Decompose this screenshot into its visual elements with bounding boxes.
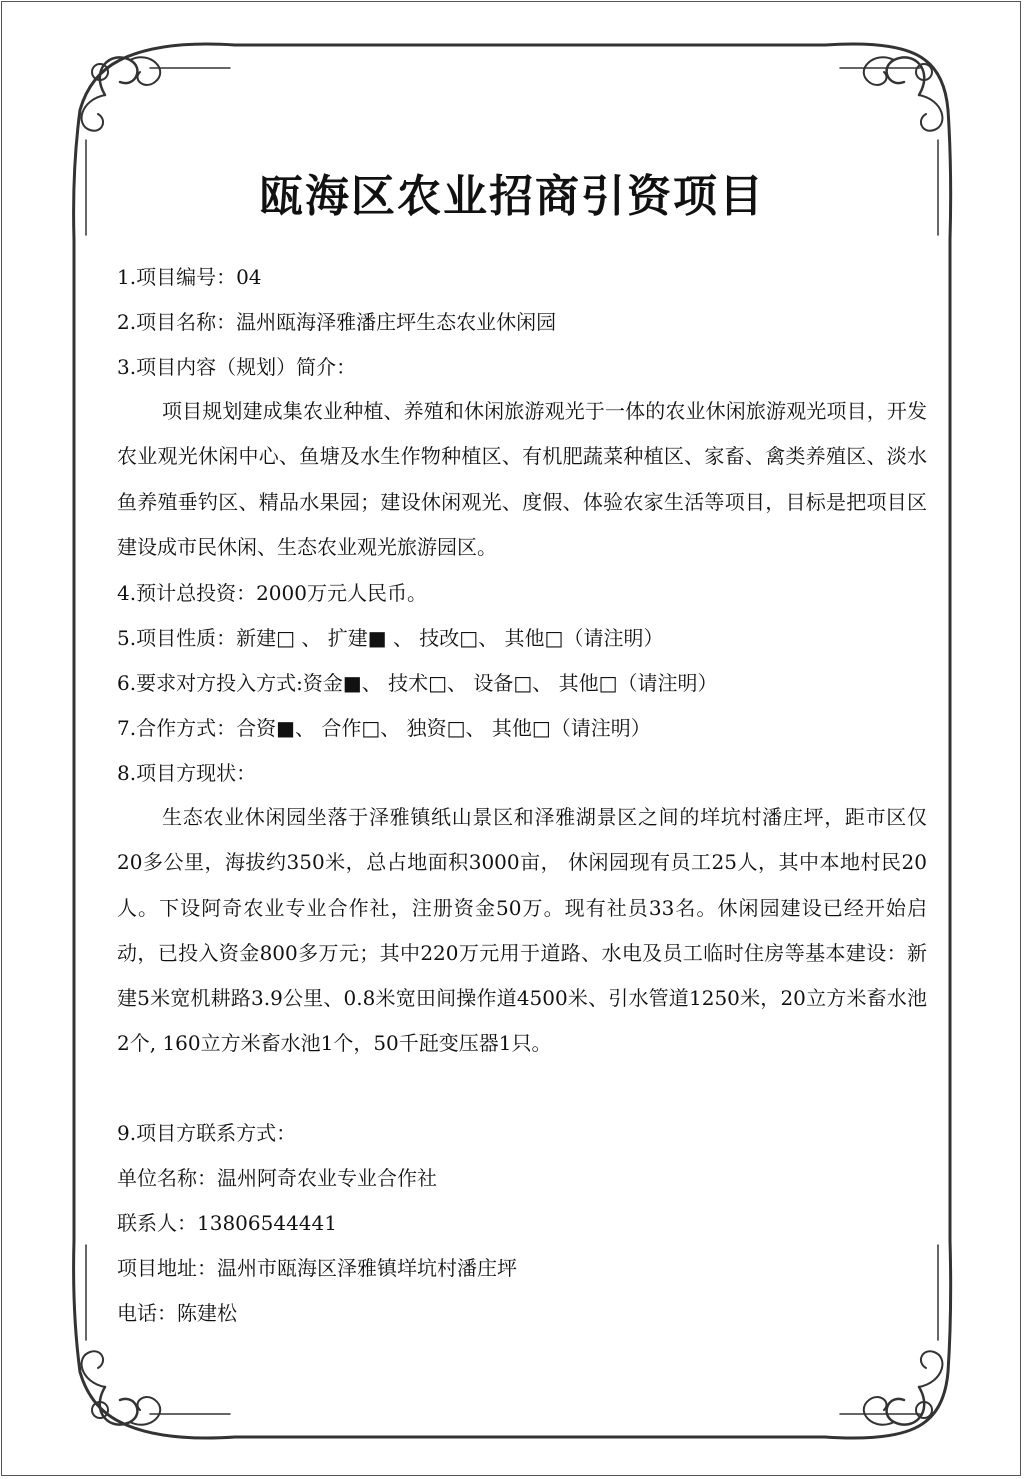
item-contact-heading: 9.项目方联系方式：	[117, 1121, 297, 1145]
item-unit-name: 单位名称：温州阿奇农业专业合作社	[117, 1166, 437, 1190]
item-project-number: 1.项目编号：04	[117, 265, 262, 289]
item-project-nature: 5.项目性质：新建□ 、 扩建■ 、 技改□、 其他□（请注明）	[117, 626, 664, 650]
item-input-mode: 6.要求对方投入方式:资金■、 技术□、 设备□、 其他□（请注明）	[117, 671, 718, 695]
item-content-body: 项目规划建成集农业种植、养殖和休闲旅游观光于一体的农业休闲旅游观光项目，开发农业观光休闲中心、鱼塘及水生作物种植区、有机肥蔬菜种植区、家畜、禽类养殖区、淡水鱼养殖垂钓区、精品水果园；建设休闲观光、度假、体验农家生活等项目，目标是把项目区建设成市民休闲、生态农业观光旅游园区。	[117, 399, 927, 559]
item-cooperation-mode: 7.合作方式：合资■、 合作□、 独资□、 其他□（请注明）	[117, 716, 651, 740]
item-contact-person: 联系人：13806544441	[117, 1211, 337, 1235]
item-status-heading: 8.项目方现状：	[117, 761, 257, 785]
item-phone: 电话：陈建松	[117, 1301, 237, 1325]
document-title: 瓯海区农业招商引资项目	[259, 171, 765, 222]
item-project-name: 2.项目名称：温州瓯海泽雅潘庄坪生态农业休闲园	[117, 310, 557, 334]
item-investment: 4.预计总投资：2000万元人民币。	[117, 581, 427, 605]
item-content-heading: 3.项目内容（规划）简介：	[117, 355, 357, 379]
item-address: 项目地址：温州市瓯海区泽雅镇垟坑村潘庄坪	[117, 1256, 517, 1280]
item-status-body: 生态农业休闲园坐落于泽雅镇纸山景区和泽雅湖景区之间的垟坑村潘庄坪，距市区仅20多公里，海拔约350米，总占地面积3000亩， 休闲园现有员工25人，其中本地村民20人。下设阿奇农业专业合作社，注册资金50万。现有社员33名。休闲园建设已经开始启动，已投入资金800多万元；其中220万元用于道路、水电及员工临时住房等基本建设：新建5米宽机耕路3.9公里、0.8米宽田间操作道4500米、引水管道1250米，20立方米畜水池2个, 160立方米畜水池1个，50千瓩变压器1只。	[117, 805, 927, 1056]
